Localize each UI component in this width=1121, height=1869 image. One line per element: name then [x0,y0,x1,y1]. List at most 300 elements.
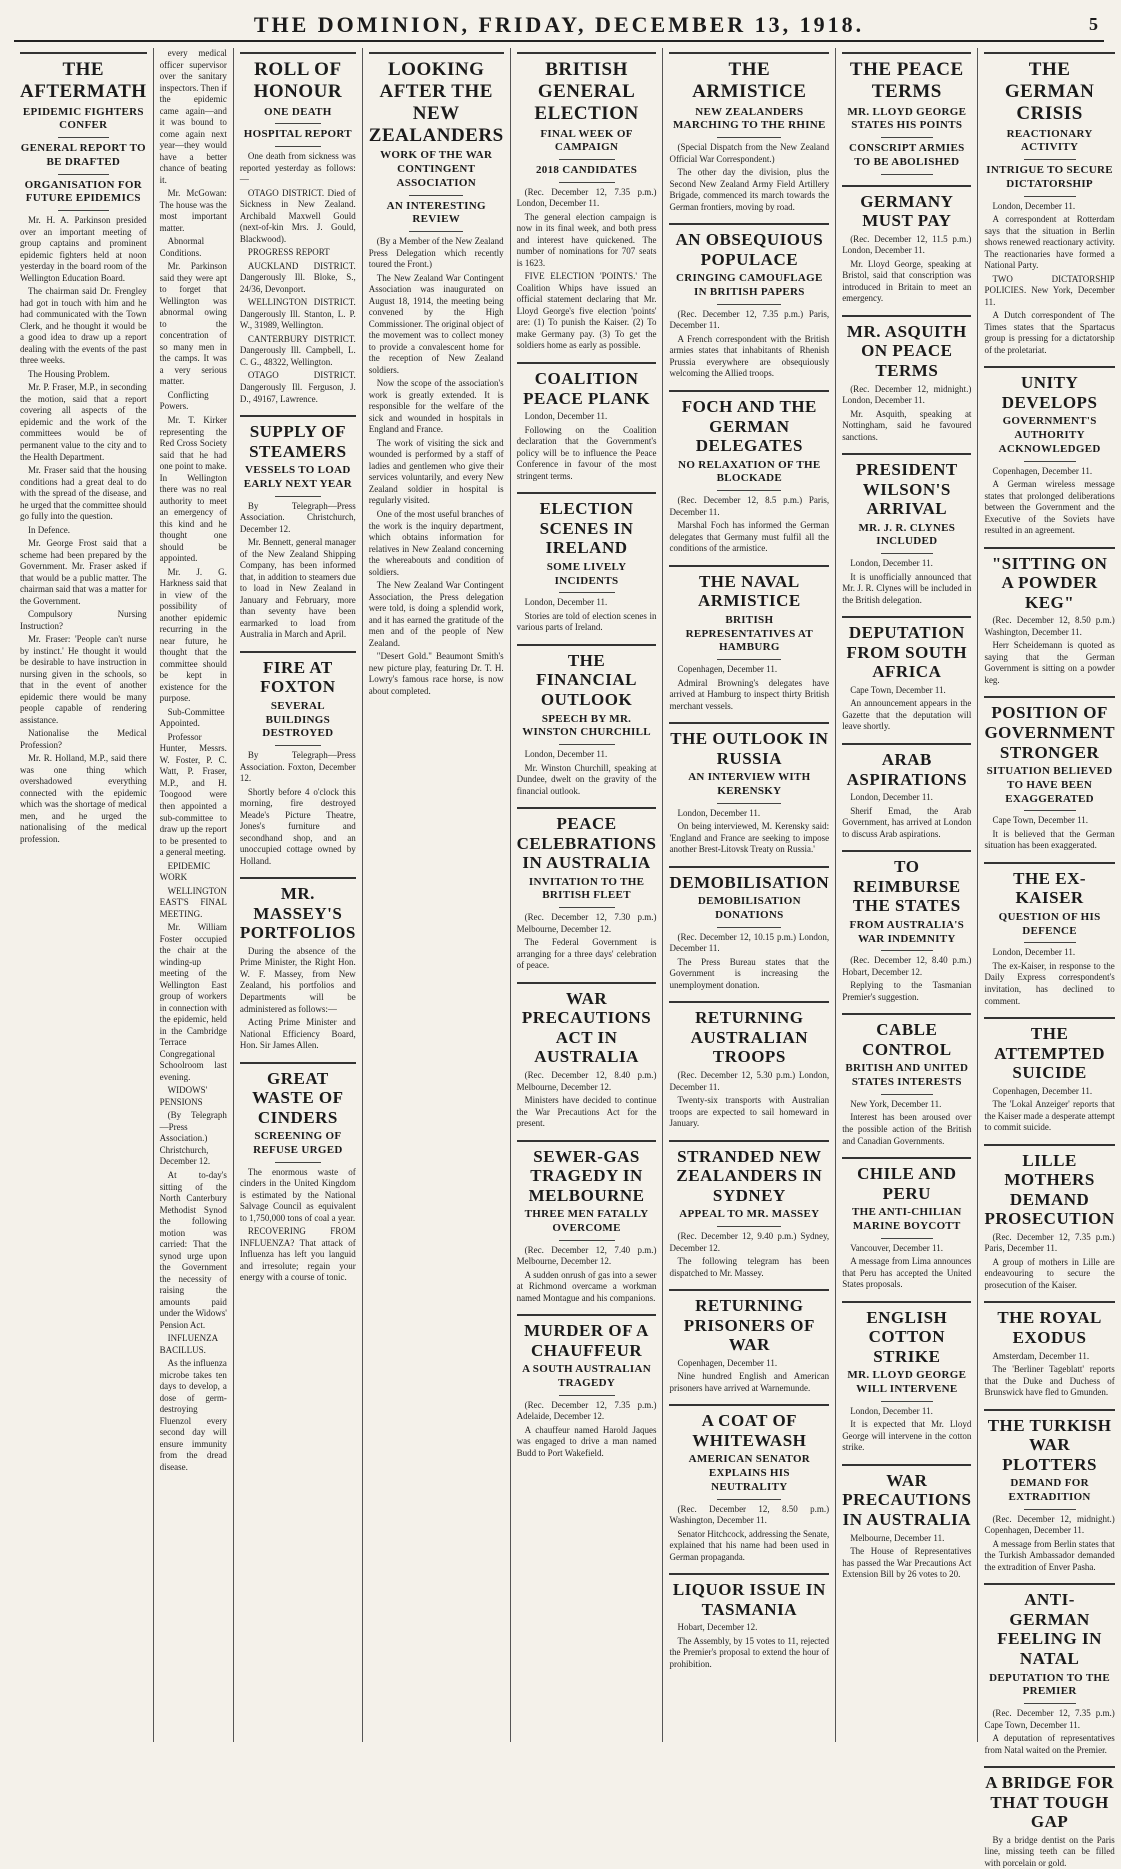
paragraph: Interest has been aroused over the possible action of the British and Canadian Governments. [842,1112,972,1146]
article-headline: UNITY DEVELOPS [984,366,1114,412]
article [842,453,971,606]
paragraph: Ministers have decided to continue the War Precautions Act for the present. [516,1095,657,1129]
article [842,616,971,733]
article-headline: DEMOBILISATION [669,866,829,893]
article-subheading: CONSCRIPT ARMIES TO BE ABOLISHED [849,142,965,168]
article [842,52,971,175]
article-body [669,1358,829,1395]
divider [717,490,781,491]
article-body [669,808,829,856]
divider [409,195,463,196]
article-body [517,597,657,634]
article-headline: STRANDED NEW ZEALANDERS IN SYDNEY [669,1140,829,1206]
article [517,982,657,1130]
paragraph: (Rec. December 12, midnight.) Copenhagen, December 11. [984,1513,1115,1536]
paragraph: A message from Lima announces that Peru has accepted the United States proposals. [842,1256,972,1290]
paragraph: Hobart, December 12. [677,1622,758,1633]
paragraph: Mr. Winston Churchill, speaking at Dundee, dwelt on the gravity of the financial outlook. [516,762,657,796]
article [669,722,829,856]
divider [881,553,933,554]
article-body [984,947,1114,1007]
article-headline: A COAT OF WHITEWASH [669,1404,829,1450]
article-body [669,1504,829,1564]
paragraph: A French correspondent with the British armies states that inhabitants of Rhenish Prussia everywhere are obsequiously welcoming the Allied troops. [669,333,830,379]
paragraph: A Dutch correspondent of The Times states that the Spartacus group is pressing for a dictatorship of the proletariat. [984,310,1115,355]
article-headline: GERMANY MUST PAY [842,185,971,231]
article [842,1157,971,1291]
paragraph: Professor Hunter, Messrs. W. Foster, P. C. Watt, P. Fraser, M.P., and H. Toogood were then appointed a sub-committee to draw up the report to be presented to a general meeting. [159,731,227,858]
paragraph: Nationalise the Medical Profession? [20,728,147,750]
article-headline: THE ARMISTICE [669,52,829,103]
divider [275,146,321,147]
divider [717,137,781,138]
paragraph: (Rec. December 12, 8.5 p.m.) Paris, December 11. [669,495,830,517]
paragraph: (Rec. December 12, 9.40 p.m.) Sydney, December 12. [669,1230,830,1253]
article-body [842,685,971,733]
divider [717,659,781,660]
article-headline: FOCH AND THE GERMAN DELEGATES [669,390,829,456]
paragraph: (Rec. December 12, 7.35 p.m.) Adelaide, December 12. [516,1399,657,1422]
paragraph: London, December 11. [677,807,761,818]
paragraph: London, December 11. [992,200,1076,211]
article-subheading: NO RELAXATION OF THE BLOCKADE [678,458,821,485]
article-headline: RETURNING AUSTRALIAN TROOPS [669,1001,829,1067]
article-body [842,1533,971,1581]
divider [1024,810,1076,811]
article-headline: PEACE CELEBRATIONS IN AUSTRALIA [517,807,657,873]
paragraph: Mr. R. Holland, M.P., said there was one thing which overshadowed everything connected with the epidemic which was the shortage of medical men, and he urged the nationalising of the medical profession. [20,753,147,844]
paragraph: TWO DICTATORSHIP POLICIES. New York, December 11. [984,273,1115,307]
article-body [842,1406,971,1454]
article-body [517,1070,657,1130]
article-subheading: AMERICAN SENATOR EXPLAINS HIS NEUTRALITY [688,1453,811,1493]
article-headline: POSITION OF GOVERNMENT STRONGER [984,696,1114,762]
article-body [842,558,971,606]
divider [275,123,321,124]
paragraph: Mr. H. A. Parkinson presided over an important meeting of group captains and prominent epidemic fighters held at noon yesterday in the board room of the Wellington Education Board. [20,215,147,283]
paragraph: The Press Bureau states that the Government is increasing the unemployment donation. [669,956,830,990]
paragraph: The New Zealand War Contingent Association, the Press delegation were told, is doing a splendid work, and it has earned the gratitude of the men and of the people of New Zealand. [368,580,504,648]
paragraph: WELLINGTON DISTRICT. Dangerously Ill. Stanton, L. P. W., 31989, Wellington. [239,297,356,331]
article-subheading: ONE DEATH [264,105,332,118]
article-subheading: 2018 CANDIDATES [535,164,638,177]
paragraph: (Rec. December 12, 8.50 p.m.) Washington, December 11. [984,615,1115,637]
article-subheading: SOME LIVELY INCIDENTS [546,560,627,587]
paragraph: FIVE ELECTION 'POINTS.' The Coalition Whips have issued an official statement declaring that Mr. Lloyd George's five election 'points' are: (1) To punish the Kaiser. (2) To make Germany pay. (3) To get the soldiers home as early as possible. [516,271,657,351]
divider [717,304,781,305]
paragraph: Senator Hitchcock, addressing the Senate, explained that his name had been used in German propaganda. [669,1528,830,1562]
paragraph: OTAGO DISTRICT. Dangerously Ill. Ferguson, J. D., 49167, Lawrence. [239,370,356,404]
article-headline: ENGLISH COTTON STRIKE [842,1301,971,1367]
paragraph: Vancouver, December 11. [850,1242,943,1253]
paragraph: One death from sickness was reported yesterday as follows:— [239,151,356,185]
paragraph: London, December 11. [524,749,608,760]
article [517,52,657,352]
paragraph: Copenhagen, December 11. [677,664,778,675]
article [669,866,829,992]
article [984,547,1114,687]
article [842,315,971,443]
paragraph: A chauffeur named Harold Jaques was engaged to drive a man named Budd to Port Wakefield. [516,1424,657,1458]
paragraph: On being interviewed, M. Kerensky said: 'England and France are seeking to impose another Brest-Litovsk Treaty on Russia.' [669,821,830,855]
article-headline: "SITTING ON A POWDER KEG" [984,547,1114,613]
paragraph: (Rec. December 12, 8.40 p.m.) Hobart, December 12. [842,955,972,977]
divider [881,137,933,138]
article [369,52,504,697]
paragraph: At to-day's sitting of the North Canterbury Methodist Synod the following motion was carried: That the synod urge upon the Government the necessity of raising the amounts paid under the Widows' Pension Act. [159,1169,227,1330]
paragraph: London, December 11. [850,792,933,803]
divider [1024,1509,1076,1510]
article-body [669,1070,829,1130]
paragraph: Abnormal Conditions. [159,236,205,258]
paragraph: The 'Berliner Tageblatt' reports that the Duke and Duchess of Brunswick have fled to Gmunden. [984,1364,1115,1398]
paragraph: (Rec. December 12, 8.50 p.m.) Washington, December 11. [669,1503,830,1526]
article-headline: MR. ASQUITH ON PEACE TERMS [842,315,971,381]
article-body [669,309,829,380]
paragraph: A German wireless message states that prolonged deliberations between the Government and the Executive of the Soviets have resulted in an agreement. [984,479,1115,536]
article [517,1140,657,1305]
article-headline: GREAT WASTE OF CINDERS [240,1062,356,1128]
article [160,48,227,1473]
divider [559,744,615,745]
paragraph: Herr Scheidemann is quoted as saying that the German Government is sitting on a powder keg. [984,640,1115,685]
article-body [984,615,1114,686]
article-subheading: AN INTERESTING REVIEW [386,199,486,226]
article-body [984,1351,1114,1399]
article [842,743,971,840]
paragraph: Copenhagen, December 11. [992,465,1093,476]
paragraph: The chairman said Dr. Frengley had got in touch with him and he had communicated with the Town Clerk, and he thought it would be a good idea to draw up a report dealing with the events of the past three weeks. [20,286,147,366]
article-body [984,1514,1114,1574]
article-headline: THE GERMAN CRISIS [984,52,1114,125]
paragraph: Compulsory Nursing Instruction? [20,609,147,631]
article-body [517,749,657,797]
paragraph: A group of mothers in Lille are endeavouring to secure the prosecution of the Kaiser. [984,1256,1115,1290]
paragraph: By a bridge dentist on the Paris line, missing teeth can be filled with porcelain or gold. [984,1834,1115,1868]
paragraph: The Federal Government is arranging for a three days' celebration of peace. [516,937,657,971]
article-subheading: THREE MEN FATALLY OVERCOME [524,1208,649,1234]
article-headline: LIQUOR ISSUE IN TASMANIA [669,1573,829,1619]
article-body [842,384,971,444]
paragraph: EPIDEMIC WORK [159,860,211,883]
paragraph: Melbourne, December 11. [850,1532,945,1543]
article-headline: TO REIMBURSE THE STATES [842,850,971,916]
paragraph: INFLUENZA BACILLUS. [159,1333,219,1355]
article [669,1289,829,1394]
article-body [842,234,971,305]
paragraph: Mr. Asquith, speaking at Nottingham, said he favoured sanctions. [842,408,972,442]
article-body [669,495,829,555]
article-headline: LOOKING AFTER THE NEW ZEALANDERS [369,52,504,146]
article [669,1001,829,1129]
paragraph: WELLINGTON EAST'S FINAL MEETING. [159,885,227,919]
paragraph: By Telegraph—Press Association. Christchurch, December 12. [239,500,356,534]
article-subheading: INVITATION TO THE BRITISH FLEET [528,875,645,902]
paragraph: During the absence of the Prime Minister, the Right Hon. W. F. Massey, from New Zealand, his portfolios and Departments will be administered as follows:— [239,945,356,1014]
article-body [517,912,657,972]
paragraph: (Rec. December 12, 11.5 p.m.) London, December 11. [842,233,972,256]
article-body [240,750,356,867]
divider [559,1240,615,1241]
article [984,1301,1114,1398]
divider [1024,461,1076,462]
article [984,1583,1114,1756]
divider [559,1395,615,1396]
article-headline: BRITISH GENERAL ELECTION [517,52,657,125]
article [669,223,829,380]
paragraph: (Rec. December 12, 10.15 p.m.) London, December 11. [669,931,830,954]
paragraph: Conflicting Powers. [159,389,209,412]
newspaper-columns [14,48,1116,1868]
article-headline: THE AFTERMATH [20,52,147,103]
article [984,696,1114,851]
paragraph: (Rec. December 12, 7.35 p.m.) Cape Town, December 11. [984,1708,1115,1730]
divider [559,907,615,908]
paragraph: London, December 11. [850,1405,933,1416]
paragraph: Mr. McGowan: The house was the most important matter. [159,188,227,233]
article [669,390,829,555]
paragraph: Cape Town, December 11. [850,684,946,695]
article-headline: SEWER-GAS TRAGEDY IN MELBOURNE [517,1140,657,1206]
paragraph: New York, December 11. [850,1098,942,1109]
article-body [984,1835,1114,1869]
article-body [842,955,971,1003]
article-subheading: DEPUTATION TO THE PREMIER [989,1671,1111,1698]
paragraph: Now the scope of the association's work is greatly extended. It is responsible for the welfare of the sick and wounded in hospitals in England and France. [368,378,504,435]
article-subheading: MR. LLOYD GEORGE STATES HIS POINTS [847,105,967,132]
article-headline: ELECTION SCENES IN IRELAND [517,492,657,558]
article-headline: WAR PRECAUTIONS ACT IN AUSTRALIA [517,982,657,1067]
paragraph: Copenhagen, December 11. [677,1357,778,1368]
paragraph: PROGRESS REPORT [247,247,330,258]
column-1 [14,48,154,1742]
article-subheading: THE ANTI-CHILIAN MARINE BOYCOTT [851,1206,962,1232]
article [240,52,356,405]
article-headline: THE NAVAL ARMISTICE [669,565,829,611]
paragraph: Mr. George Frost said that a scheme had been prepared by the Government. Mr. Fraser asked if that would be a public matter. The chairman said that was a matter for the Government. [20,538,147,606]
article-body [669,142,829,213]
article-subheading: EPIDEMIC FIGHTERS CONFER [22,105,144,132]
paragraph: The House of Representatives has passed the War Precautions Act Extension Bill by 26 votes to 20. [842,1546,972,1580]
article-subheading: GENERAL REPORT TO BE DRAFTED [20,142,146,168]
article [240,877,356,1051]
article-subheading: AN INTERVIEW WITH KERENSKY [688,771,811,797]
paragraph: Mr. T. Kirker representing the Red Cross Society said that he had one point to make. In Wellington there was no real authority to meet an emergency of this kind and he thought one should be appointed. [159,414,227,564]
paragraph: Mr. Fraser: 'People can't nurse by instinct.' He thought it would be desirable to have instruction in nursing given in the schools, so that in the event of another epidemic there would be many people capable of rendering assistance. [20,634,147,725]
paragraph: (Rec. December 12, 8.40 p.m.) Melbourne, December 12. [516,1069,657,1092]
article [517,362,657,482]
paragraph: Mr. Lloyd George, speaking at Bristol, said that conscription was introduced in Britain to meet an emergency. [842,258,972,304]
paragraph: "Desert Gold." Beaumont Smith's new picture play, featuring Dr. T. H. Lowry's famous race horse, is now about completed. [368,651,504,696]
paragraph: Cape Town, December 11. [992,815,1089,826]
paragraph: (By Telegraph—Press Association.) Christchurch, December 12. [159,1110,227,1167]
article-body [240,946,356,1052]
paragraph: It is expected that Mr. Lloyd George will intervene in the cotton strike. [842,1419,972,1453]
article-body [240,151,356,405]
article [20,52,147,846]
article-subheading: MR. J. R. CLYNES INCLUDED [858,521,956,548]
article-headline: MR. MASSEY'S PORTFOLIOS [240,877,356,943]
article-subheading: APPEAL TO MR. MASSEY [679,1208,820,1221]
paragraph: WIDOWS' PENSIONS [159,1085,208,1107]
paragraph: The Housing Problem. [28,368,110,379]
article-body [669,1231,829,1279]
article [669,1140,829,1279]
article-headline: ANTI-GERMAN FEELING IN NATAL [984,1583,1114,1668]
article [240,651,356,868]
column-2 [154,48,234,1742]
article [517,644,657,797]
article-subheading: SEVERAL BUILDINGS DESTROYED [262,699,334,740]
article-headline: A BRIDGE FOR THAT TOUGH GAP [984,1766,1114,1832]
article-subheading: SPEECH BY MR. WINSTON CHURCHILL [522,712,651,739]
divider [275,496,321,497]
article-headline: ROLL OF HONOUR [240,52,356,103]
divider [58,174,109,175]
paragraph: Stories are told of election scenes in various parts of Ireland. [516,610,657,633]
paragraph: Copenhagen, December 11. [992,1085,1093,1096]
paragraph: Following on the Coalition declaration that the Government's policy will be to influence the Peace Conference in favour of the most stringent terms. [516,424,657,481]
article-headline: THE OUTLOOK IN RUSSIA [669,722,829,768]
article-body [842,1099,971,1147]
paragraph: London, December 11. [524,411,608,422]
article [517,807,657,972]
article-body [669,664,829,712]
article-headline: WAR PRECAUTIONS IN AUSTRALIA [842,1464,971,1530]
column-5 [511,48,664,1742]
divider [881,1238,933,1239]
article-headline: CABLE CONTROL [842,1013,971,1059]
article-subheading: REACTIONARY ACTIVITY [1006,127,1093,154]
paragraph: AUCKLAND DISTRICT. Dangerously Ill. Bloke, S., 24/36, Devonport. [239,260,356,294]
divider [1024,159,1076,160]
article-headline: MURDER OF A CHAUFFEUR [517,1314,657,1360]
paragraph: An announcement appears in the Gazette that the deputation will leave shortly. [842,698,972,732]
masthead [14,8,1104,42]
article-headline: THE TURKISH WAR PLOTTERS [984,1409,1114,1475]
article-headline: THE ATTEMPTED SUICIDE [984,1017,1114,1083]
article-subheading: CRINGING CAMOUFLAGE IN BRITISH PAPERS [676,272,823,299]
paragraph: OTAGO DISTRICT. Died of Sickness in New Zealand. Archibald Maxwell Gould (next-of-kin Mrs. J. Gould, Blackwood). [239,187,356,244]
article-body [369,236,504,697]
article-headline: FIRE AT FOXTON [240,651,356,697]
paragraph: Replying to the Tasmanian Premier's suggestion. [842,980,972,1002]
article-body [842,1243,971,1291]
paragraph: The other day the division, plus the Second New Zealand Army Field Artillery Brigade, commenced its march towards the German frontiers, moving by road. [669,167,830,212]
article-body [240,1167,356,1284]
paragraph: As the influenza microbe takes ten days to develop, a dose of germ-destroying Fluenzol every second day will ensure immunity from the dread disease. [159,1358,227,1472]
paragraph: The New Zealand War Contingent Association was inaugurated on August 18, 1914, the meeting being convened by the High Commissioner. The original object of the movement was to collect money to provide a convalescent home for the reception of New Zealand soldiers. [368,272,504,375]
article-subheading: INTRIGUE TO SECURE DICTATORSHIP [986,164,1113,190]
paragraph: Sub-Committee Appointed. [159,706,225,729]
divider [881,1401,933,1402]
article [842,1013,971,1147]
article-headline: ARAB ASPIRATIONS [842,743,971,789]
article-headline: SUPPLY OF STEAMERS [240,415,356,461]
article-headline: LILLE MOTHERS DEMAND PROSECUTION [984,1144,1114,1229]
article-headline: RETURNING PRISONERS OF WAR [669,1289,829,1355]
article [984,366,1114,536]
article [842,850,971,1003]
article [984,1766,1114,1869]
article-body [984,1708,1114,1756]
article-subheading: SCREENING OF REFUSE URGED [253,1130,343,1156]
divider [275,745,321,746]
column-6 [663,48,836,1742]
paragraph: Acting Prime Minister and National Efficiency Board, Hon. Sir James Allen. [239,1017,356,1051]
article-body [669,932,829,992]
divider [1024,1703,1076,1704]
article [669,1404,829,1563]
article [240,415,356,641]
paragraph: The ex-Kaiser, in response to the Daily Express correspondent's invitation, has declined to comment. [984,960,1115,1006]
paragraph: London, December 11. [992,947,1076,958]
paragraph: (Rec. December 12, 7.35 p.m.) Paris, December 11. [984,1231,1115,1254]
divider [559,159,615,160]
paragraph: By Telegraph—Press Association. Foxton, December 12. [239,750,356,784]
paragraph: Mr. J. G. Harkness said that in view of the possibility of another epidemic recurring in the near future, he thought that the committee should be kept in existence for the purpose. [159,566,227,704]
divider [1024,942,1076,943]
article-headline: THE ROYAL EXODUS [984,1301,1114,1347]
article [669,565,829,712]
article-body [984,201,1114,357]
article-subheading: HOSPITAL REPORT [243,128,352,141]
paragraph: RECOVERING FROM INFLUENZA? That attack of Influenza has left you languid and irresolute; regain your energy with a course of tonic. [239,1226,356,1283]
article-body [240,501,356,641]
paragraph: Admiral Browning's delegates have arrived at Hamburg to inspect thirty British merchant vessels. [669,677,830,711]
article-subheading: SITUATION BELIEVED TO HAVE BEEN EXAGGERATED [986,765,1113,805]
column-8 [978,48,1120,1868]
paragraph: every medical officer supervisor over the sanitary inspectors. Then if the epidemic came again—and it was bound to come again next year—they would have a better chance of beating it. [159,48,227,185]
paragraph: The 'Lokal Anzeiger' reports that the Kaiser made a desperate attempt to commit suicide. [984,1099,1115,1133]
paragraph: Mr. P. Fraser, M.P., in seconding the motion, said that a report covering all aspects of the epidemic and the work of the committees would be of permanent value to the city and to the Health Department. [20,382,147,462]
paragraph: Shortly before 4 o'clock this morning, fire destroyed Meade's Picture Theatre, Jones's furniture and secondhand shop, and an unoccupied cottage owned by Holland. [239,786,356,866]
article [240,1062,356,1284]
paragraph: London, December 11. [524,597,608,608]
masthead-title: THE DOMINION, FRIDAY, DECEMBER 13, 1918. [253,12,865,37]
divider [58,210,109,211]
paragraph: Twenty-six transports with Australian troops are expected to sail homeward in January. [669,1095,830,1129]
paragraph: Sherif Emad, the Arab Government, has arrived at London to discuss Arab aspirations. [842,805,972,839]
article-headline: AN OBSEQUIOUS POPULACE [669,223,829,269]
article-subheading: DEMOBILISATION DONATIONS [697,895,801,922]
column-7 [836,48,978,1742]
article-headline: COALITION PEACE PLANK [517,362,657,408]
article-body [984,1232,1114,1292]
article-headline: CHILE AND PERU [842,1157,971,1203]
article-subheading: BRITISH AND UNITED STATES INTERESTS [845,1062,969,1089]
paragraph: The general election campaign is now in its final week, and both press and interest have quickened. The number of nominations for 707 seats is 1623. [516,211,657,268]
article-headline: DEPUTATION FROM SOUTH AFRICA [842,616,971,682]
article-body [20,215,147,845]
paragraph: The following telegram has been dispatched to Mr. Massey. [669,1256,830,1278]
paragraph: The enormous waste of cinders in the United Kingdom is estimated by the National Salvage Council as equivalent to 1,750,000 tons of coal a year. [239,1166,356,1223]
paragraph: (Special Dispatch from the New Zealand Official War Correspondent.) [669,142,830,164]
article-subheading: WORK OF THE WAR CONTINGENT ASSOCIATION [380,149,493,189]
article-body [984,466,1114,537]
paragraph: In Defence. [28,524,70,535]
article [984,1409,1114,1574]
paragraph: A message from Berlin states that the Turkish Ambassador demanded the extradition of Enver Pasha. [984,1538,1115,1572]
paragraph: It is unofficially announced that Mr. J. R. Clynes will be included in the British delegation. [842,571,972,605]
article [517,1314,657,1459]
article-subheading: MR. LLOYD GEORGE WILL INTERVENE [847,1369,967,1396]
article-body [517,411,657,482]
paragraph: CANTERBURY DISTRICT. Dangerously Ill. Campbell, L. C. G., 48322, Wellington. [239,333,356,367]
article [669,1573,829,1670]
divider [717,803,781,804]
article-subheading: NEW ZEALANDERS MARCHING TO THE RHINE [672,105,826,132]
